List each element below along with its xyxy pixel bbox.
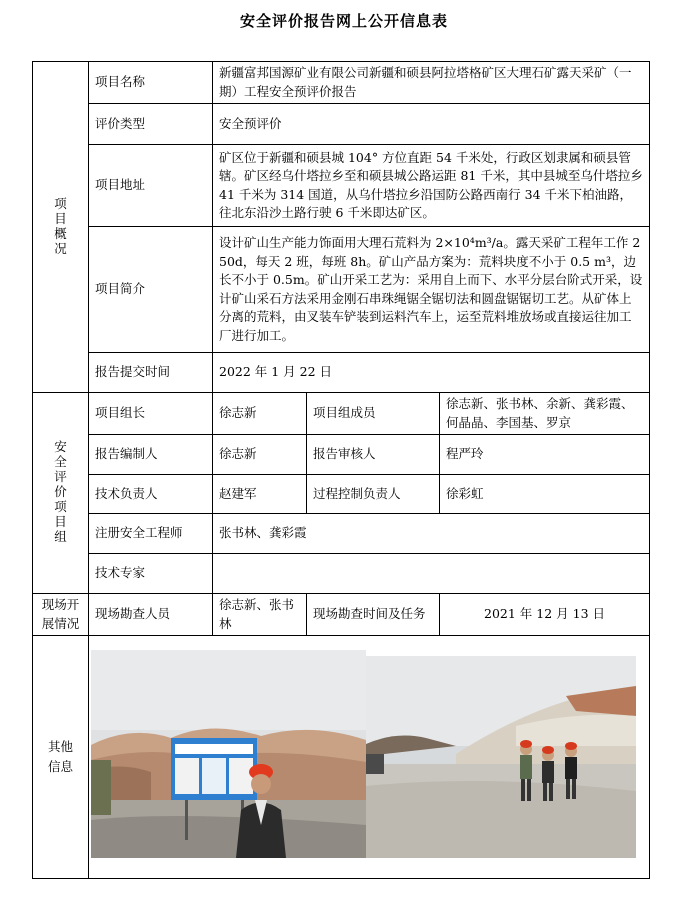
document-title: 安全评价报告网上公开信息表 bbox=[239, 12, 448, 30]
intro-value: 设计矿山生产能力饰面用大理石荒料为 2×10⁴m³/a。露天采矿工程年工作 250d，每天 2 班，每班 8h。矿山产品方案为：荒料块度不小于 0.5 m³，边长不小于 0.5m。矿山开采工艺为：采用自上而下、水平分层台阶式开采，设计矿山采石方法采用金刚石串珠绳锯全锯切法和圆盘锯锯切工艺。从矿体上分离的荒料，由叉装车铲装到运料汽车上，运至荒料堆放场或直接运往加工厂进行加工。 bbox=[213, 227, 650, 353]
section-other: 其他信息 bbox=[33, 636, 89, 879]
leader-label: 项目组长 bbox=[89, 393, 213, 435]
address-label: 项目地址 bbox=[89, 145, 213, 227]
writer-value: 徐志新 bbox=[213, 435, 307, 475]
expert-value bbox=[213, 554, 650, 594]
section-site: 现场开展情况 bbox=[33, 594, 89, 636]
process-value: 徐彩虹 bbox=[440, 475, 650, 514]
reviewer-value: 程严玲 bbox=[440, 435, 650, 475]
engineer-value: 张书林、龚彩霞 bbox=[213, 514, 650, 554]
submit-value: 2022 年 1 月 22 日 bbox=[213, 353, 650, 393]
submit-label: 报告提交时间 bbox=[89, 353, 213, 393]
address-value: 矿区位于新疆和硕县城 104° 方位直距 54 千米处，行政区划隶属和硕县管辖。矿区经乌什塔拉乡至和硕县城公路运距 81 千米，其中县城至乌什塔拉乡 41 千米为 314 国道，从乌什塔拉乡沿国防公路西南行 34 千米下柏油路，往北东沿沙土路行驶 6 千米即达矿区。 bbox=[213, 145, 650, 227]
members-value: 徐志新、张书林、余新、龚彩霞、何晶晶、李国基、罗京 bbox=[440, 393, 650, 435]
surveyor-value: 徐志新、张书林 bbox=[213, 594, 307, 636]
leader-value: 徐志新 bbox=[213, 393, 307, 435]
info-table bbox=[32, 61, 650, 879]
reviewer-label: 报告审核人 bbox=[307, 435, 440, 475]
eval-type-value: 安全预评价 bbox=[213, 104, 650, 145]
tech-label: 技术负责人 bbox=[89, 475, 213, 514]
survey-time-label: 现场勘查时间及任务 bbox=[307, 594, 440, 636]
section-overview: 项目概况 bbox=[33, 62, 89, 393]
members-label: 项目组成员 bbox=[307, 393, 440, 435]
process-label: 过程控制负责人 bbox=[307, 475, 440, 514]
intro-label: 项目简介 bbox=[89, 227, 213, 353]
photos-cell bbox=[89, 636, 650, 879]
engineer-label: 注册安全工程师 bbox=[89, 514, 213, 554]
project-name-value: 新疆富邦国源矿业有限公司新疆和硕县阿拉塔格矿区大理石矿露天采矿（一期）工程安全预评价报告 bbox=[213, 62, 650, 104]
eval-type-label: 评价类型 bbox=[89, 104, 213, 145]
expert-label: 技术专家 bbox=[89, 554, 213, 594]
project-name-label: 项目名称 bbox=[89, 62, 213, 104]
tech-value: 赵建军 bbox=[213, 475, 307, 514]
surveyor-label: 现场勘查人员 bbox=[89, 594, 213, 636]
site-photo-right bbox=[366, 656, 636, 858]
writer-label: 报告编制人 bbox=[89, 435, 213, 475]
site-photo-left bbox=[91, 650, 366, 858]
section-team: 安全评价项目组 bbox=[33, 393, 89, 594]
survey-time-value: 2021 年 12 月 13 日 bbox=[440, 594, 650, 636]
